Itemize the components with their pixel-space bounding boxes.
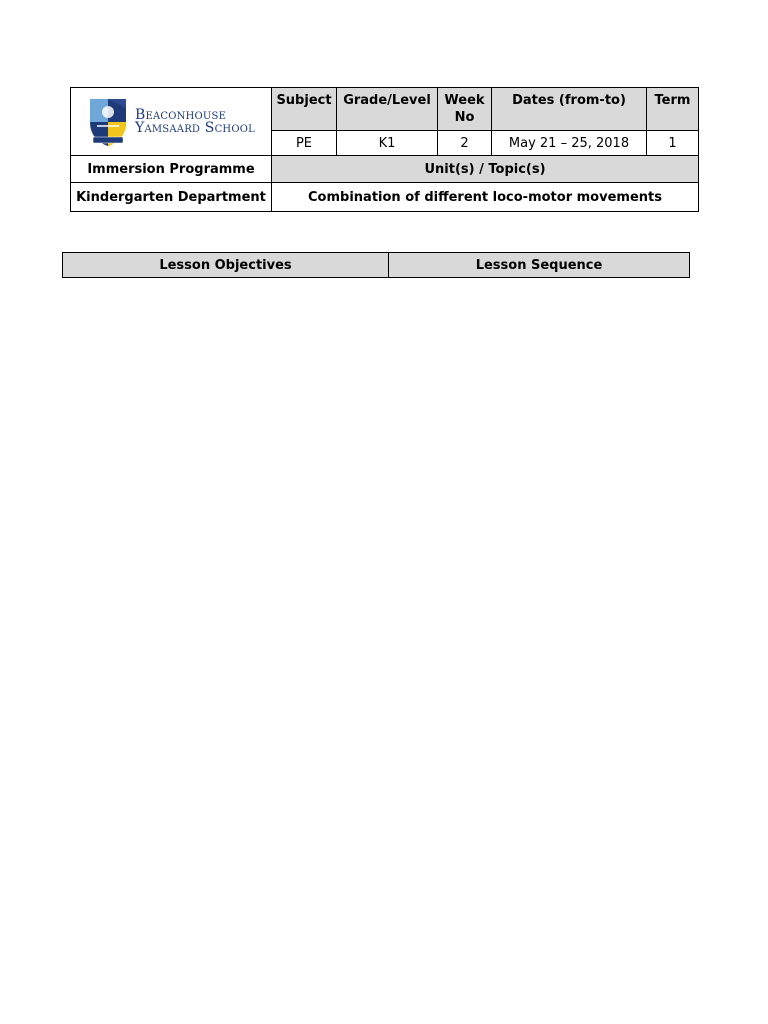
school-logo-cell: [71, 88, 272, 156]
week-value: 2: [438, 131, 492, 156]
col-term: Term: [647, 88, 699, 131]
col-subject: Subject: [272, 88, 337, 131]
department-label: Kindergarten Department: [71, 183, 272, 212]
col-grade: Grade/Level: [337, 88, 438, 131]
col-dates: Dates (from-to): [492, 88, 647, 131]
school-crest-icon: [87, 96, 129, 148]
lesson-sequence-header: Lesson Sequence: [389, 253, 690, 278]
unit-topic-label: Unit(s) / Topic(s): [272, 156, 699, 183]
unit-topic-value: Combination of different loco-motor movements: [272, 183, 699, 212]
school-name-line1: Beaconhouse: [135, 106, 227, 123]
lesson-objectives-header: Lesson Objectives: [63, 253, 389, 278]
programme-label: Immersion Programme: [71, 156, 272, 183]
dates-value: May 21 – 25, 2018: [492, 131, 647, 156]
col-week: Week No: [438, 88, 492, 131]
lesson-plan-table: [62, 252, 690, 278]
grade-value: K1: [337, 131, 438, 156]
term-value: 1: [647, 131, 699, 156]
school-name-line2: Yamsaard School: [135, 119, 255, 136]
school-logo: [87, 96, 271, 148]
lesson-header-table: [70, 87, 699, 212]
subject-value: PE: [272, 131, 337, 156]
school-name: [135, 106, 255, 136]
